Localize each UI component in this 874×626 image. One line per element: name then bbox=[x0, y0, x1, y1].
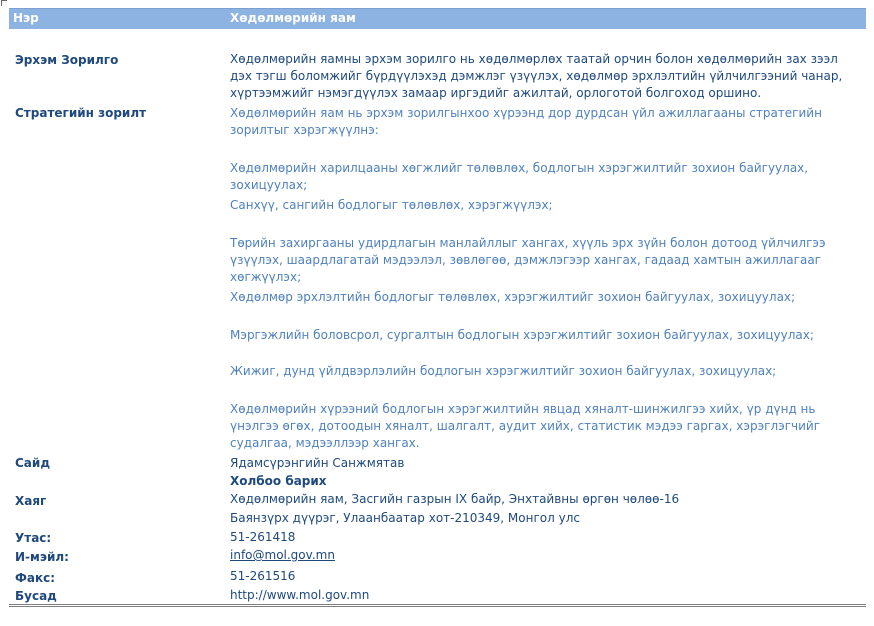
header-name-column: Нэр bbox=[13, 11, 39, 25]
mission-text: Хөдөлмөрийн яамны эрхэм зорилго нь хөдөлмөрлөх таатай орчин болон хөдөлмөрийн зах зээл дэх тэгш боломжийг бүрдүүлэхэд дэмжлэг үзүүлэх, хөдөлмөр эрхлэлтийн үйлчилгээний чанар, хүртээмжийг нэмэгдүүлэх замаар иргэдийг ажилтай, орлоготой болгоход оршино. bbox=[230, 52, 843, 100]
contact-heading: Холбоо барих bbox=[230, 474, 327, 488]
phone-value: 51-261418 bbox=[230, 530, 296, 544]
strategy-item: Хөдөлмөрийн хүрээний бодлогын хэрэгжилтийн явцад хяналт-шинжилгээ хийх, үр дүнд нь үнэлгээ өгөх, дотоодын хяналт, шалгалт, аудит хийх, статистик мэдээ гаргах, хэрэглэгчийг судалгаа, мэдээллээр хангах. bbox=[230, 402, 821, 450]
minister-label: Сайд bbox=[15, 456, 51, 470]
address-line-1: Хөдөлмөрийн яам, Засгийн газрын IX байр, Энхтайвны өргөн чөлөө-16 bbox=[230, 492, 680, 506]
strategy-item: Хөдөлмөр эрхлэлтийн бодлогыг төлөвлөх, хэрэгжилтийг зохион байгуулах, зохицуулах; bbox=[230, 290, 796, 304]
header-value-column: Хөдөлмөрийн яам bbox=[230, 11, 356, 25]
email-label: И-мэйл: bbox=[15, 550, 69, 564]
cell-corner-marker bbox=[1, 0, 7, 6]
strategy-label: Стратегийн зорилт bbox=[15, 106, 147, 120]
phone-label: Утас: bbox=[15, 531, 52, 545]
strategy-item: Мэргэжлийн боловсрол, сургалтын бодлогын хэрэгжилтийг зохион байгуулах, зохицуулах; bbox=[230, 328, 814, 342]
table-header bbox=[9, 8, 866, 29]
website-value: http://www.mol.gov.mn bbox=[230, 588, 370, 602]
strategy-item: Жижиг, дунд үйлдвэрлэлийн бодлогын хэрэгжилтийг зохион байгуулах, зохицуулах; bbox=[230, 364, 777, 378]
email-link[interactable]: info@mol.gov.mn bbox=[230, 548, 335, 562]
strategy-item: Төрийн захиргааны удирдлагын манлайллыг хангах, хүүль эрх зүйн болон дотоод үйлчилгээ үзүүлэх, шаардлагатай мэдээлэл, зөвлөгөө, дэмжлэгээр хангах, гадаад хамтын ажиллагааг хөгжүүлэх; bbox=[230, 236, 826, 284]
mission-label: Эрхэм Зорилго bbox=[15, 53, 119, 67]
fax-label: Факс: bbox=[15, 571, 56, 585]
address-label: Хаяг bbox=[15, 494, 47, 508]
address-line-2: Баянзүрх дүүрэг, Улаанбаатар хот-210349, Монгол улс bbox=[230, 511, 580, 525]
other-label: Бусад bbox=[15, 589, 57, 603]
strategy-item: Санхүү, сангийн бодлогыг төлөвлөх, хэрэгжүүлэх; bbox=[230, 198, 553, 212]
strategy-intro: Хөдөлмөрийн яам нь эрхэм зорилгынхоо хүрээнд дор дурдсан үйл ажиллагааны стратегийн зорилтыг хэрэгжүүлнэ: bbox=[230, 106, 822, 137]
bottom-border-double bbox=[9, 606, 866, 607]
bottom-border bbox=[9, 604, 866, 605]
fax-value: 51-261516 bbox=[230, 569, 296, 583]
minister-name: Ядамсүрэнгийн Санжмятав bbox=[230, 456, 405, 470]
strategy-item: Хөдөлмөрийн харилцааны хөгжлийг төлөвлөх, бодлогын хэрэгжилтийг зохион байгуулах, зохицуулах; bbox=[230, 161, 809, 192]
